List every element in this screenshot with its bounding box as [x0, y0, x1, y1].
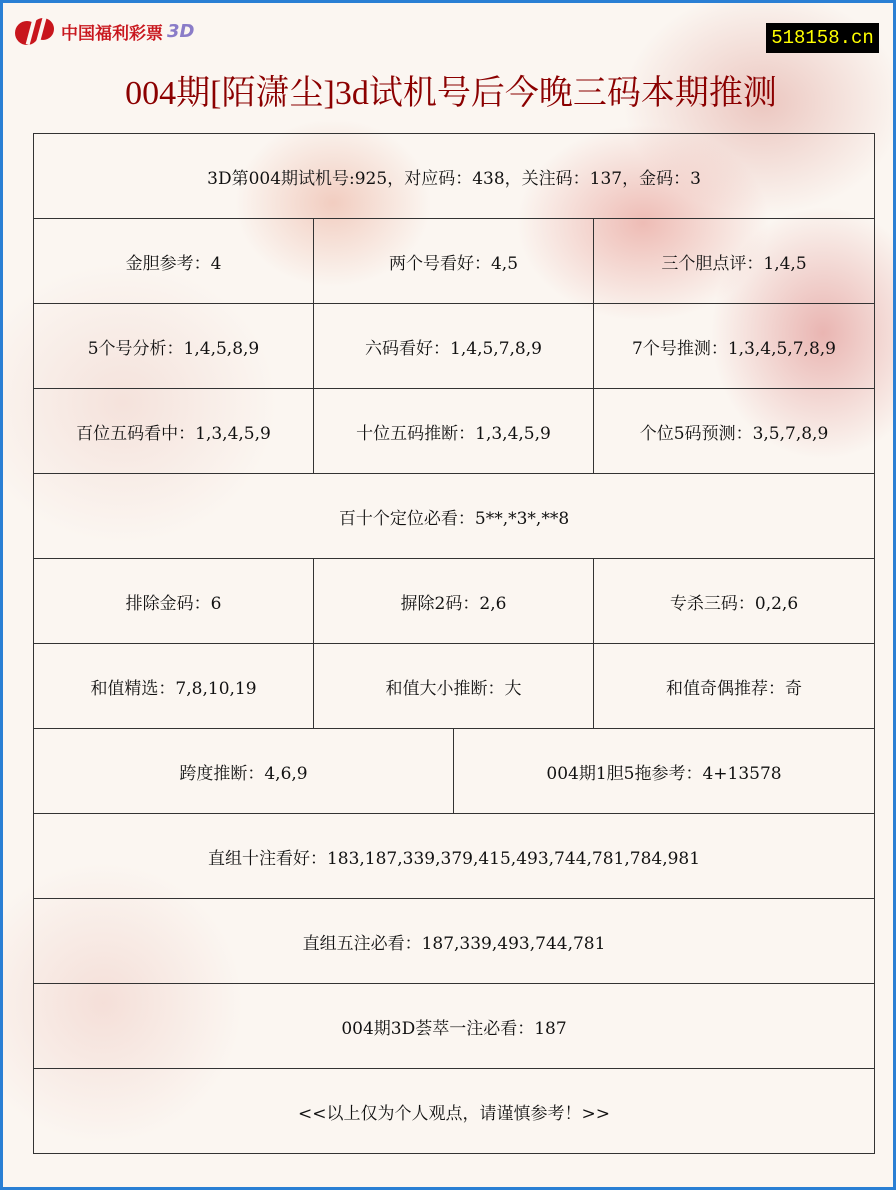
table-cell: 和值精选：7,8,10,19 [34, 644, 314, 729]
table-cell: 跨度推断：4,6,9 [34, 729, 454, 814]
table-row [34, 219, 875, 304]
table-row [34, 304, 875, 389]
table-cell: 专杀三码：0,2,6 [594, 559, 875, 644]
table-cell: 5个号分析：1,4,5,8,9 [34, 304, 314, 389]
table-cell: 3D第004期试机号:925，对应码：438，关注码：137，金码：3 [34, 134, 875, 219]
logo-text: 中国福利彩票 [61, 23, 163, 44]
table-cell: 摒除2码：2,6 [314, 559, 594, 644]
table-cell: 两个号看好：4,5 [314, 219, 594, 304]
table-cell: 004期1胆5拖参考：4+13578 [454, 729, 875, 814]
table-row [34, 644, 875, 729]
table-row [34, 1069, 875, 1154]
prediction-table [33, 133, 875, 1154]
table-cell: 排除金码：6 [34, 559, 314, 644]
table-row [34, 559, 875, 644]
lottery-logo-icon [13, 15, 57, 47]
table-cell: 百十个定位必看：5**,*3*,**8 [34, 474, 875, 559]
logo [13, 15, 194, 47]
table-cell: <<以上仅为个人观点，请谨慎参考！>> [34, 1069, 875, 1154]
table-row [34, 389, 875, 474]
table-cell: 004期3D荟萃一注必看：187 [34, 984, 875, 1069]
table-cell: 直组十注看好：183,187,339,379,415,493,744,781,784,981 [34, 814, 875, 899]
table-cell: 金胆参考：4 [34, 219, 314, 304]
table-cell: 百位五码看中：1,3,4,5,9 [34, 389, 314, 474]
table-cell: 三个胆点评：1,4,5 [594, 219, 875, 304]
table-cell: 7个号推测：1,3,4,5,7,8,9 [594, 304, 875, 389]
table-row [34, 729, 875, 814]
table-row [34, 474, 875, 559]
table-cell: 直组五注必看：187,339,493,744,781 [34, 899, 875, 984]
page-title: 004期[陌潇尘]3d试机号后今晚三码本期推测 [125, 75, 777, 112]
table-cell: 和值大小推断：大 [314, 644, 594, 729]
table-cell: 十位五码推断：1,3,4,5,9 [314, 389, 594, 474]
site-badge[interactable]: 518158.cn [766, 23, 879, 53]
table-row [34, 984, 875, 1069]
table-cell: 六码看好：1,4,5,7,8,9 [314, 304, 594, 389]
table-cell: 和值奇偶推荐：奇 [594, 644, 875, 729]
table-row [34, 814, 875, 899]
table-row [34, 899, 875, 984]
logo-suffix: 3D [167, 20, 195, 42]
table-row [34, 134, 875, 219]
table-cell: 个位5码预测：3,5,7,8,9 [594, 389, 875, 474]
